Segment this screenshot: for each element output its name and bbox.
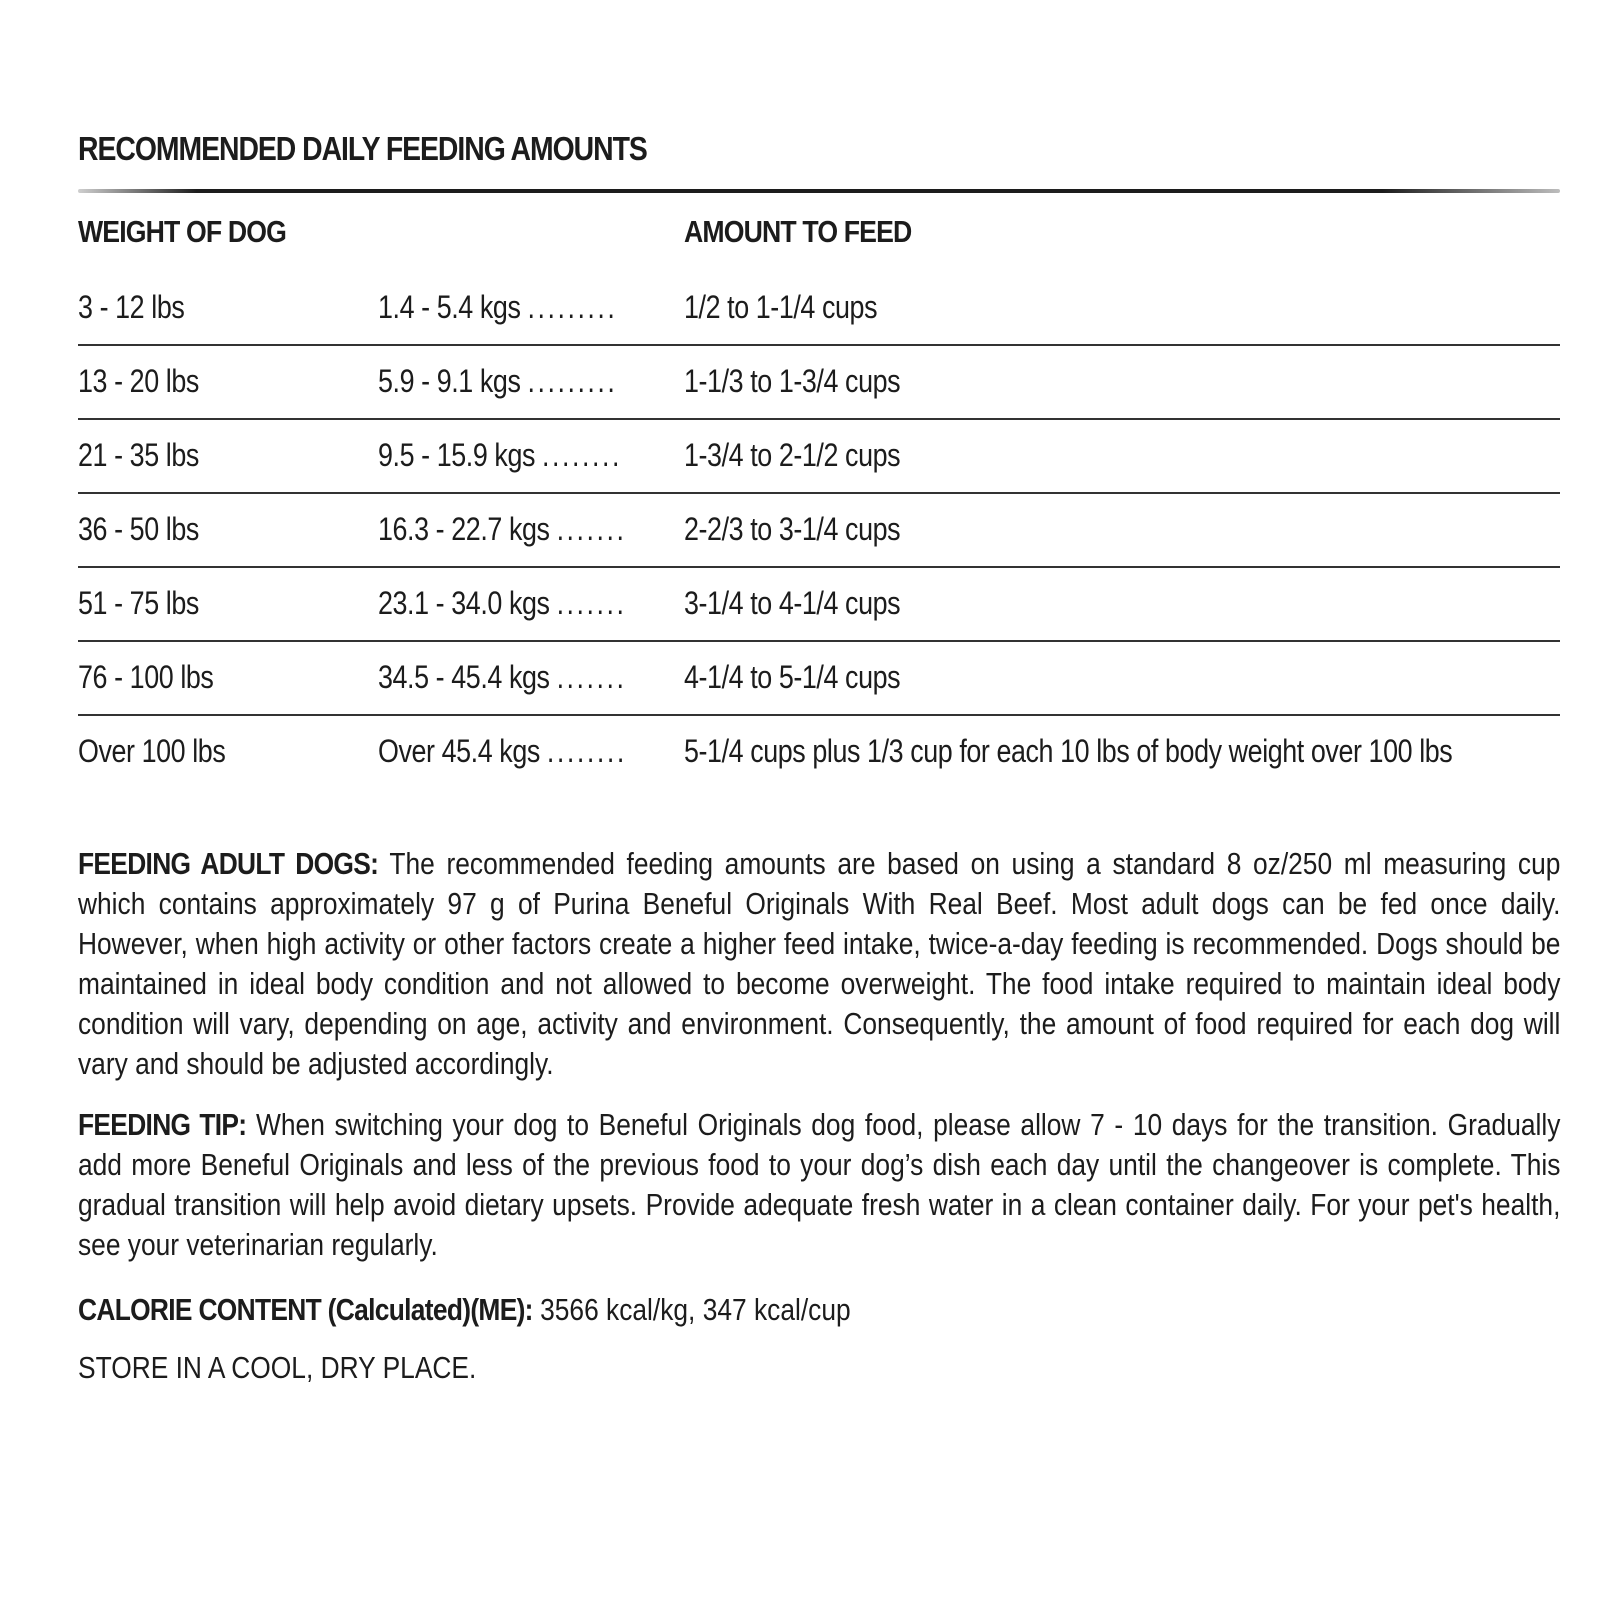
- column-header-amount: AMOUNT TO FEED: [684, 214, 912, 249]
- leader-dots: .......: [556, 511, 627, 547]
- weight-lbs: 51 - 75 lbs: [78, 585, 199, 621]
- leader-dots: .......: [556, 585, 627, 621]
- feeding-tip-paragraph: [78, 1105, 1560, 1265]
- table-row: [78, 346, 1560, 420]
- weight-kgs: 16.3 - 22.7 kgs .......: [378, 511, 627, 547]
- table-row: [78, 568, 1560, 642]
- leader-dots: .........: [527, 363, 618, 399]
- weight-kgs: 1.4 - 5.4 kgs .........: [378, 289, 618, 325]
- leader-dots: ........: [542, 437, 622, 473]
- page-title: RECOMMENDED DAILY FEEDING AMOUNTS: [78, 130, 647, 167]
- title-divider: [78, 189, 1560, 193]
- calorie-content-value: 3566 kcal/kg, 347 kcal/cup: [532, 1292, 851, 1327]
- feeding-adult-dogs-label: FEEDING ADULT DOGS:: [78, 846, 379, 881]
- table-row: [78, 642, 1560, 716]
- calorie-content-label: CALORIE CONTENT (Calculated)(ME):: [78, 1292, 533, 1327]
- weight-lbs: Over 100 lbs: [78, 733, 226, 769]
- feed-amount: 3-1/4 to 4-1/4 cups: [684, 585, 901, 621]
- weight-kgs: Over 45.4 kgs ........: [378, 733, 627, 769]
- weight-lbs: 76 - 100 lbs: [78, 659, 214, 695]
- weight-kgs: 23.1 - 34.0 kgs .......: [378, 585, 627, 621]
- feed-amount: 1/2 to 1-1/4 cups: [684, 289, 878, 325]
- column-header-weight: WEIGHT OF DOG: [78, 214, 287, 249]
- feed-amount: 5-1/4 cups plus 1/3 cup for each 10 lbs of body weight over 100 lbs: [684, 733, 1453, 769]
- leader-dots: ........: [546, 733, 627, 769]
- weight-lbs: 3 - 12 lbs: [78, 289, 185, 325]
- table-row: [78, 420, 1560, 494]
- table-row: [78, 272, 1560, 346]
- feeding-adult-dogs-text: The recommended feeding amounts are based on using a standard 8 oz/250 ml measuring cup which contains approximately 97 g of Purina Beneful Originals With Real Beef. Most adult dogs can be fed once daily. However, when high activity or other factors create a higher feed intake, twice-a-day feeding is recommended. Dogs should be maintained in ideal body condition and not allowed to become overweight. The food intake required to maintain ideal body condition will vary, depending on age, activity and environment. Consequently, the amount of food required for each dog will vary and should be adjusted accordingly.: [78, 846, 1561, 1081]
- feed-amount: 4-1/4 to 5-1/4 cups: [684, 659, 901, 695]
- leader-dots: .........: [527, 289, 618, 325]
- feed-amount: 2-2/3 to 3-1/4 cups: [684, 511, 901, 547]
- feeding-tip-label: FEEDING TIP:: [78, 1107, 247, 1142]
- weight-kgs: 34.5 - 45.4 kgs .......: [378, 659, 627, 695]
- feeding-tip-text: When switching your dog to Beneful Originals dog food, please allow 7 - 10 days for the transition. Gradually add more Beneful Originals and less of the previous food to your dog’s dish each day until the changeover is complete. This gradual transition will help avoid dietary upsets. Provide adequate fresh water in a clean container daily. For your pet's health, see your veterinarian regularly.: [78, 1107, 1561, 1262]
- table-row: [78, 716, 1560, 790]
- storage-instructions: STORE IN A COOL, DRY PLACE.: [78, 1350, 477, 1385]
- feed-amount: 1-1/3 to 1-3/4 cups: [684, 363, 901, 399]
- weight-lbs: 21 - 35 lbs: [78, 437, 199, 473]
- calorie-content: [78, 1290, 1560, 1330]
- feed-amount: 1-3/4 to 2-1/2 cups: [684, 437, 901, 473]
- table-row: [78, 494, 1560, 568]
- weight-lbs: 36 - 50 lbs: [78, 511, 199, 547]
- feeding-guide: [78, 0, 1560, 1600]
- leader-dots: .......: [556, 659, 627, 695]
- weight-kgs: 5.9 - 9.1 kgs .........: [378, 363, 618, 399]
- feeding-adult-dogs-paragraph: [78, 844, 1560, 1084]
- feeding-table: [78, 272, 1560, 790]
- weight-lbs: 13 - 20 lbs: [78, 363, 199, 399]
- weight-kgs: 9.5 - 15.9 kgs ........: [378, 437, 622, 473]
